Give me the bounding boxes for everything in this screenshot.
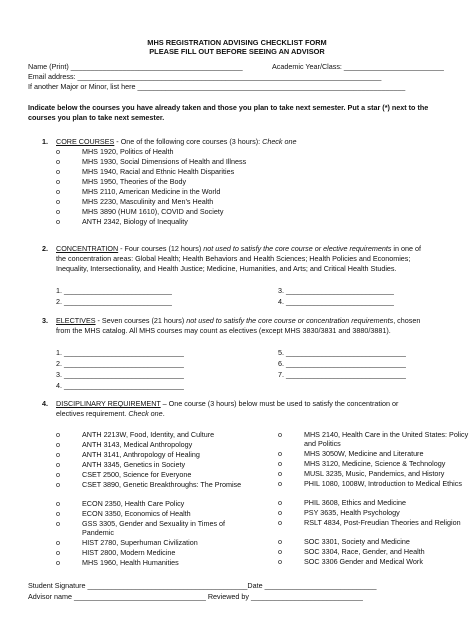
course-option[interactable] bbox=[56, 519, 247, 537]
section-desc: - One of the following core courses (3 hours): bbox=[114, 137, 263, 146]
elective-blank-3[interactable]: 3. ______________________________ bbox=[56, 370, 184, 379]
concentration-heading: 2. CONCENTRATION - Four courses (12 hours) not used to satisfy the core course or elective requirements in one of bbox=[42, 244, 421, 253]
course-option-label: ANTH 2213W, Food, Identity, and Culture bbox=[82, 430, 215, 439]
elective-blank-2[interactable]: 2. ______________________________ bbox=[56, 359, 184, 368]
course-option[interactable] bbox=[56, 470, 191, 479]
other-major-field[interactable]: If another Major or Minor, list here ___________________________________________________________________ bbox=[28, 82, 406, 91]
checkbox-circle-icon[interactable]: o bbox=[278, 537, 282, 546]
course-option-label: PHIL 3608, Ethics and Medicine bbox=[304, 498, 407, 507]
elective-blank-5[interactable]: 5. ______________________________ bbox=[278, 348, 406, 357]
checkbox-circle-icon[interactable]: o bbox=[56, 430, 60, 439]
course-option-label: MUSL 3235, Music, Pandemics, and History bbox=[304, 469, 445, 478]
checkbox-circle-icon[interactable]: o bbox=[56, 470, 60, 479]
instructions-line-2: courses you plan to take next semester. bbox=[28, 113, 165, 122]
checkbox-circle-icon[interactable]: o bbox=[56, 197, 60, 206]
section-title: ELECTIVES bbox=[56, 316, 96, 325]
checkbox-circle-icon[interactable]: o bbox=[56, 167, 60, 176]
concentration-desc-3: Inequality, Intersectionality, and Health Justice; Medicine, Humanities, and Arts; and Critical Health Studies. bbox=[56, 264, 397, 273]
advisor-name-field[interactable]: Advisor name _________________________________ Reviewed by ____________________________ bbox=[28, 592, 363, 601]
concentration-blank-1[interactable]: 1. ___________________________ bbox=[56, 286, 172, 295]
course-option[interactable] bbox=[56, 197, 213, 206]
electives-heading: 3. ELECTIVES - Seven courses (21 hours) not used to satisfy the core course or concentration requirements, chosen bbox=[42, 316, 421, 325]
course-option-label: MHS 1920, Politics of Health bbox=[82, 147, 174, 156]
course-option[interactable] bbox=[56, 177, 186, 186]
course-option-label: ANTH 2342, Biology of Inequality bbox=[82, 217, 188, 226]
course-option-label: MHS 2110, American Medicine in the World bbox=[82, 187, 221, 196]
course-option-label: ECON 3350, Economics of Health bbox=[82, 509, 191, 518]
course-option-label: ANTH 3143, Medical Anthropology bbox=[82, 440, 193, 449]
course-option-label: CSET 2500, Science for Everyone bbox=[82, 470, 192, 479]
course-option[interactable] bbox=[278, 518, 474, 527]
course-option-label: MHS 1930, Social Dimensions of Health and Illness bbox=[82, 157, 247, 166]
checkbox-circle-icon[interactable]: o bbox=[56, 548, 60, 557]
course-option[interactable] bbox=[56, 480, 247, 489]
checkbox-circle-icon[interactable]: o bbox=[56, 450, 60, 459]
disciplinary-heading: 4. DISCIPLINARY REQUIREMENT – One course (3 hours) below must be used to satisfy the concentration or bbox=[42, 399, 399, 408]
electives-desc-2: from the MHS catalog. All MHS courses may count as electives (except MHS 3830/3831 and 3880/3881). bbox=[56, 326, 391, 335]
course-option-label: ANTH 3141, Anthropology of Healing bbox=[82, 450, 200, 459]
concentration-blank-2[interactable]: 2. ___________________________ bbox=[56, 297, 172, 306]
course-option[interactable] bbox=[56, 440, 192, 449]
form-title: MHS REGISTRATION ADVISING CHECKLIST FORM bbox=[147, 38, 327, 47]
form-subtitle: PLEASE FILL OUT BEFORE SEEING AN ADVISOR bbox=[149, 47, 325, 56]
course-option[interactable] bbox=[278, 459, 445, 468]
course-option-label: SOC 3304, Race, Gender, and Health bbox=[304, 547, 425, 556]
section-number: 3. bbox=[42, 316, 48, 325]
core-courses-heading bbox=[42, 137, 297, 146]
checkbox-circle-icon[interactable]: o bbox=[56, 147, 60, 156]
course-option-label: ECON 2350, Health Care Policy bbox=[82, 499, 185, 508]
course-option-label: MHS 2230, Masculinity and Men’s Health bbox=[82, 197, 214, 206]
disciplinary-desc-2: electives requirement. Check one. bbox=[56, 409, 165, 418]
course-option[interactable] bbox=[56, 548, 175, 557]
course-option-label: PHIL 1080, 1008W, Introduction to Medical Ethics bbox=[304, 479, 462, 488]
checkbox-circle-icon[interactable]: o bbox=[56, 440, 60, 449]
course-option-label: ANTH 3345, Genetics in Society bbox=[82, 460, 186, 469]
checkbox-circle-icon[interactable]: o bbox=[56, 538, 60, 547]
name-field[interactable]: Name (Print) ___________________________________________ bbox=[28, 62, 243, 71]
checkbox-circle-icon[interactable]: o bbox=[56, 509, 60, 518]
checkbox-circle-icon[interactable]: o bbox=[278, 557, 282, 566]
course-option-label: MHS 2140, Health Care in the United States: Policy and Politics bbox=[304, 430, 469, 448]
checkbox-circle-icon[interactable]: o bbox=[56, 519, 60, 528]
course-option[interactable] bbox=[278, 430, 474, 448]
course-option[interactable] bbox=[278, 479, 474, 488]
section-title: CORE COURSES bbox=[56, 137, 115, 146]
checkbox-circle-icon[interactable]: o bbox=[278, 449, 282, 458]
course-option-label: SOC 3301, Society and Medicine bbox=[304, 537, 410, 546]
checkbox-circle-icon[interactable]: o bbox=[278, 498, 282, 507]
checkbox-circle-icon[interactable]: o bbox=[278, 479, 282, 488]
checkbox-circle-icon[interactable]: o bbox=[56, 558, 60, 567]
course-option[interactable] bbox=[278, 449, 423, 458]
checkbox-circle-icon[interactable]: o bbox=[278, 518, 282, 527]
course-option[interactable] bbox=[56, 558, 179, 567]
course-option[interactable] bbox=[56, 147, 173, 156]
course-option-label: GSS 3305, Gender and Sexuality in Times of Pandemic bbox=[82, 519, 226, 537]
course-option-label: MHS 1950, Theories of the Body bbox=[82, 177, 187, 186]
checkbox-circle-icon[interactable]: o bbox=[56, 177, 60, 186]
student-signature-field[interactable]: Student Signature ________________________________________Date ____________________________ bbox=[28, 581, 377, 590]
course-option[interactable] bbox=[56, 157, 246, 166]
checkbox-circle-icon[interactable]: o bbox=[278, 508, 282, 517]
concentration-blank-3[interactable]: 3. ___________________________ bbox=[278, 286, 394, 295]
section-title: CONCENTRATION bbox=[56, 244, 119, 253]
section-number: 1. bbox=[42, 137, 48, 146]
checkbox-circle-icon[interactable]: o bbox=[56, 499, 60, 508]
checkbox-circle-icon[interactable]: o bbox=[56, 480, 60, 489]
course-option[interactable] bbox=[56, 207, 223, 216]
elective-blank-4[interactable]: 4. ______________________________ bbox=[56, 381, 184, 390]
course-option-label: SOC 3306 Gender and Medical Work bbox=[304, 557, 423, 566]
course-option-label: HIST 2800, Modern Medicine bbox=[82, 548, 176, 557]
course-option[interactable] bbox=[278, 547, 425, 556]
course-option[interactable] bbox=[56, 538, 198, 547]
checkbox-circle-icon[interactable]: o bbox=[56, 207, 60, 216]
checkbox-circle-icon[interactable]: o bbox=[56, 460, 60, 469]
concentration-desc-2: the concentration areas: Global Health; Health Behaviors and Health Sciences; Health Policies and Economies; bbox=[56, 254, 411, 263]
course-option[interactable] bbox=[278, 537, 410, 546]
course-option-label: MHS 3050W, Medicine and Literature bbox=[304, 449, 424, 458]
instructions-line-1: Indicate below the courses you have already taken and those you plan to take next semester. Put a star (*) next to the bbox=[28, 103, 429, 112]
course-option[interactable] bbox=[56, 217, 188, 226]
check-one-label: Check one bbox=[262, 137, 297, 146]
elective-blank-7[interactable]: 7. ______________________________ bbox=[278, 370, 406, 379]
course-option[interactable] bbox=[56, 430, 214, 439]
concentration-blank-4[interactable]: 4. ___________________________ bbox=[278, 297, 394, 306]
section-number: 4. bbox=[42, 399, 48, 408]
section-number: 2. bbox=[42, 244, 48, 253]
course-option[interactable] bbox=[56, 509, 191, 518]
course-option[interactable] bbox=[278, 557, 423, 566]
course-option-label: MHS 3120, Medicine, Science & Technology bbox=[304, 459, 446, 468]
course-option-label: MHS 1960, Health Humanities bbox=[82, 558, 179, 567]
checkbox-circle-icon[interactable]: o bbox=[56, 157, 60, 166]
course-option-label: PSY 3635, Health Psychology bbox=[304, 508, 400, 517]
course-option-label: HIST 2780, Superhuman Civilization bbox=[82, 538, 198, 547]
checkbox-circle-icon[interactable]: o bbox=[278, 459, 282, 468]
course-option[interactable] bbox=[278, 469, 444, 478]
elective-blank-6[interactable]: 6. ______________________________ bbox=[278, 359, 406, 368]
course-option[interactable] bbox=[56, 187, 220, 196]
academic-year-field[interactable]: Academic Year/Class: _________________________ bbox=[272, 62, 444, 71]
course-option[interactable] bbox=[56, 167, 234, 176]
checkbox-circle-icon[interactable]: o bbox=[56, 217, 60, 226]
course-option[interactable] bbox=[278, 508, 400, 517]
course-option-label: CSET 3890, Genetic Breakthroughs: The Promise bbox=[82, 480, 242, 489]
course-option-label: RSLT 4834, Post-Freudian Theories and Religion bbox=[304, 518, 461, 527]
checkbox-circle-icon[interactable]: o bbox=[278, 547, 282, 556]
course-option-label: MHS 1940, Racial and Ethnic Health Disparities bbox=[82, 167, 235, 176]
checkbox-circle-icon[interactable]: o bbox=[278, 430, 282, 439]
course-option[interactable] bbox=[278, 498, 406, 507]
email-field[interactable]: Email address: ____________________________________________________________________________ bbox=[28, 72, 382, 81]
course-option[interactable] bbox=[56, 499, 184, 508]
course-option[interactable] bbox=[56, 460, 185, 469]
elective-blank-1[interactable]: 1. ______________________________ bbox=[56, 348, 184, 357]
course-option-label: MHS 3890 (HUM 1610), COVID and Society bbox=[82, 207, 224, 216]
course-option[interactable] bbox=[56, 450, 200, 459]
section-title: DISCIPLINARY REQUIREMENT bbox=[56, 399, 161, 408]
checkbox-circle-icon[interactable]: o bbox=[278, 469, 282, 478]
checkbox-circle-icon[interactable]: o bbox=[56, 187, 60, 196]
